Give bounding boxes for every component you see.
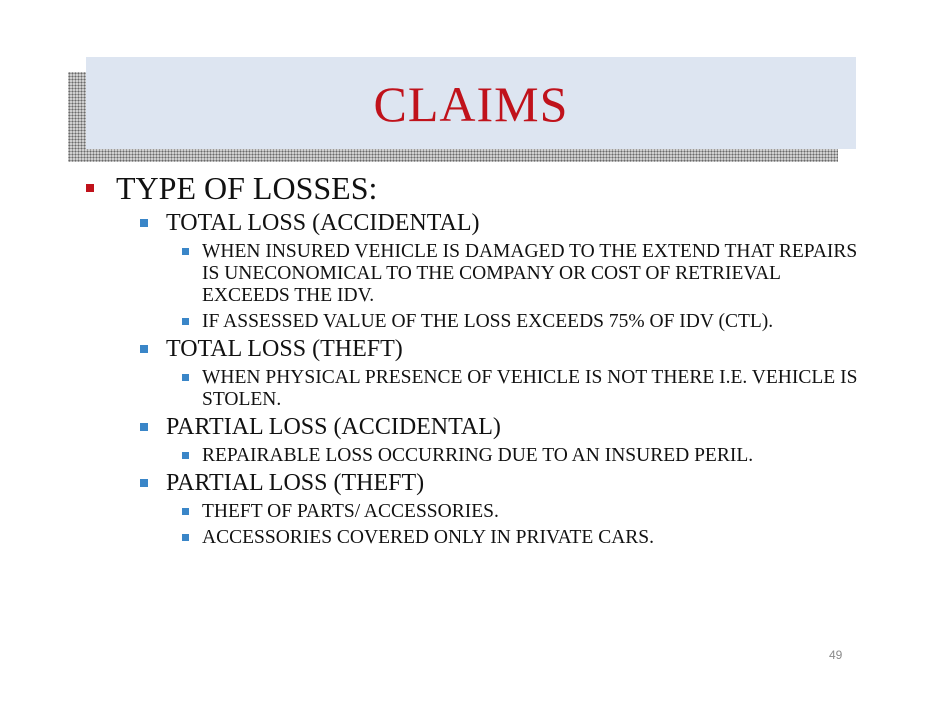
point-text: THEFT OF PARTS/ ACCESSORIES. [202,501,499,522]
point-item [86,311,866,333]
point-item [86,501,866,523]
square-bullet-icon [140,479,148,487]
heading-item [86,170,866,206]
point-text: REPAIRABLE LOSS OCCURRING DUE TO AN INSURED PERIL. [202,445,754,466]
point-text: IF ASSESSED VALUE OF THE LOSS EXCEEDS 75% OF IDV (CTL). [202,311,774,332]
square-bullet-icon [140,219,148,227]
section-label: PARTIAL LOSS (ACCIDENTAL) [166,414,501,440]
point-text: WHEN PHYSICAL PRESENCE OF VEHICLE IS NOT THERE I.E. VEHICLE IS STOLEN. [202,367,858,410]
section-item [86,470,866,497]
section-label: PARTIAL LOSS (THEFT) [166,470,425,496]
page-number: 49 [829,648,843,662]
square-bullet-icon [182,534,189,541]
section-label: TOTAL LOSS (THEFT) [166,336,403,362]
title-banner [86,57,856,149]
point-item [86,445,866,467]
square-bullet-icon [182,248,189,255]
square-bullet-icon [140,423,148,431]
slide-content [86,170,866,549]
point-item [86,527,866,549]
section-item [86,210,866,237]
square-bullet-icon [86,184,94,192]
heading-text: TYPE OF LOSSES: [116,170,378,206]
section-item [86,336,866,363]
point-item [86,367,866,411]
point-item [86,241,866,307]
point-text: WHEN INSURED VEHICLE IS DAMAGED TO THE EXTEND THAT REPAIRS IS UNECONOMICAL TO THE COMPANY OR COST OF RETRIEVAL EXCEEDS THE IDV. [202,241,858,306]
section-item [86,414,866,441]
section-label: TOTAL LOSS (ACCIDENTAL) [166,210,480,236]
square-bullet-icon [182,508,189,515]
square-bullet-icon [182,318,189,325]
square-bullet-icon [182,452,189,459]
square-bullet-icon [182,374,189,381]
point-text: ACCESSORIES COVERED ONLY IN PRIVATE CARS. [202,527,655,548]
slide-title: CLAIMS [373,76,569,132]
square-bullet-icon [140,345,148,353]
